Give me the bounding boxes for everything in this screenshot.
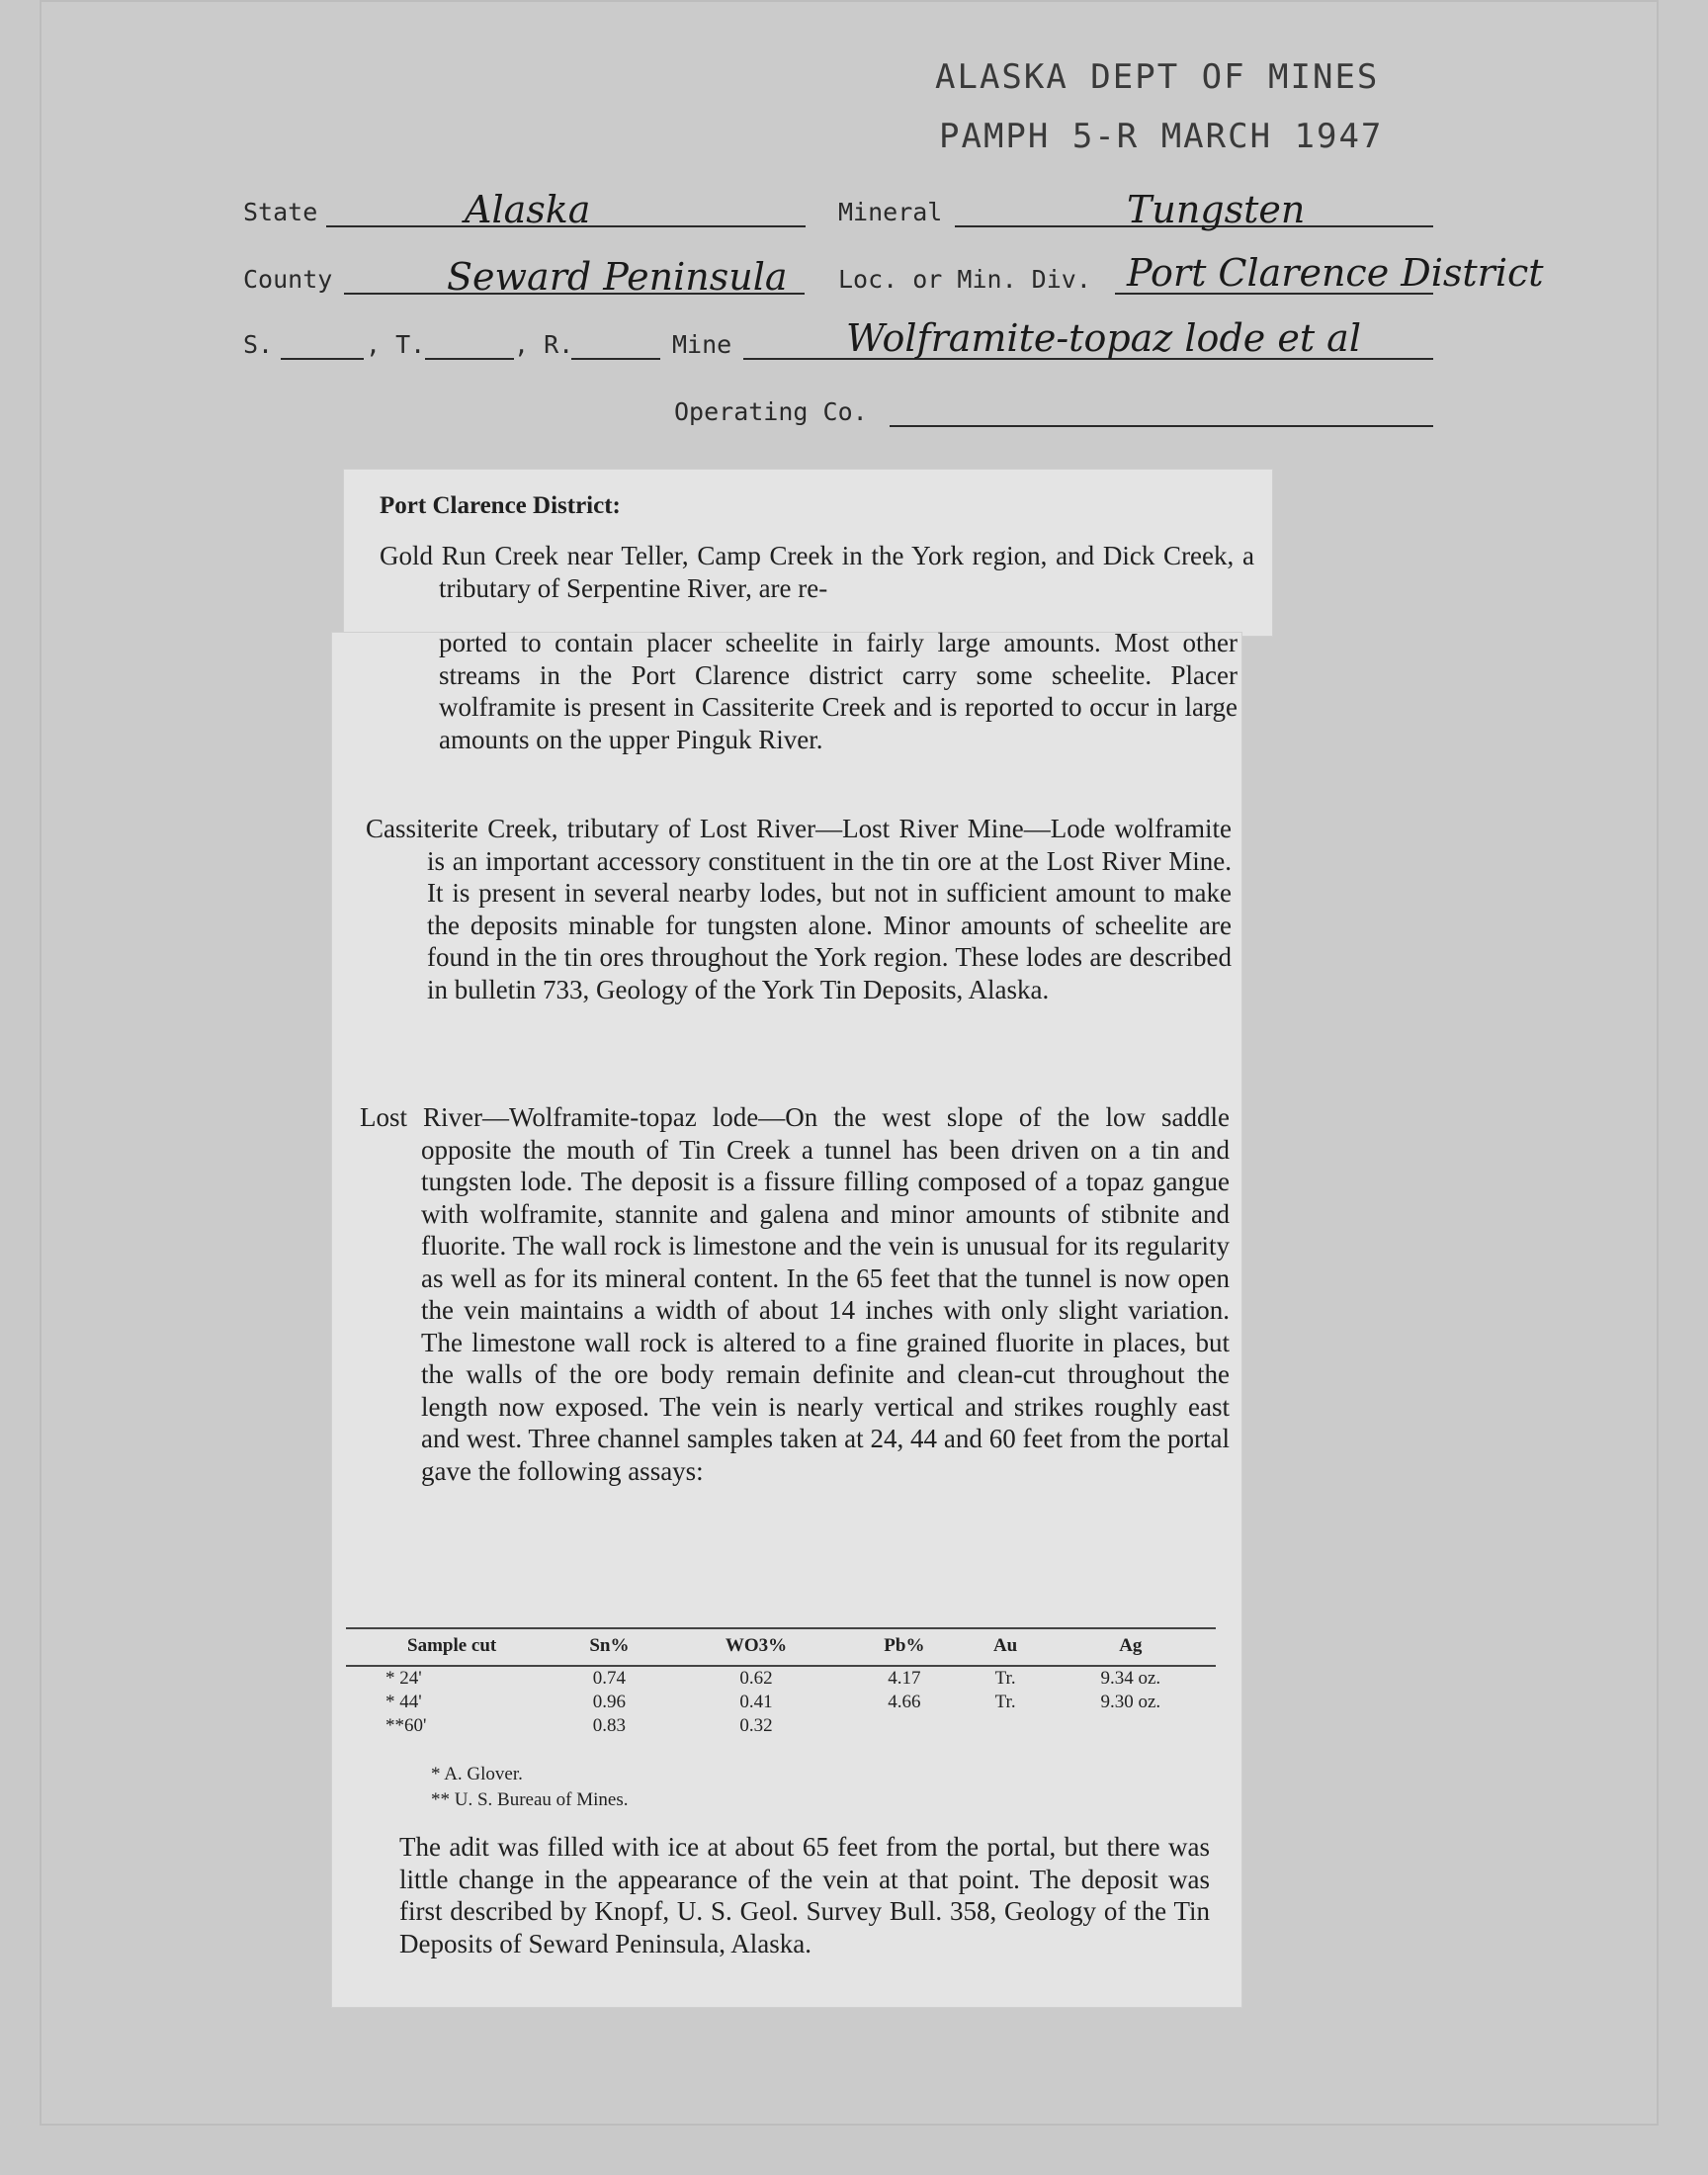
cell-wo3: 0.41 [739, 1692, 773, 1712]
clipping-heading: Port Clarence District: [380, 492, 621, 519]
r-line [571, 358, 660, 360]
operating-line [890, 425, 1433, 427]
paragraph-3 [360, 1101, 1230, 1487]
table-row [346, 1691, 1216, 1714]
header-pb: Pb% [843, 1628, 965, 1666]
assay-header-row [346, 1628, 1216, 1666]
cell-au: Tr. [994, 1668, 1016, 1689]
t-line [425, 358, 514, 360]
loc-value: Port Clarence District [1127, 251, 1544, 295]
cell-wo3: 0.62 [739, 1668, 773, 1689]
cell-cut: **60' [385, 1715, 427, 1736]
footnote-1: * A. Glover. [431, 1764, 523, 1784]
cell-au: Tr. [994, 1692, 1016, 1712]
assay-table [346, 1627, 1216, 1738]
paragraph-1b-text: ported to contain placer scheelite in fairly large amounts. Most other streams in the Port Clarence district carry some scheelite. Placer wolframite is present in Cassiterite Creek and is reported to occur in large amounts on the upper Pinguk River. [439, 628, 1238, 754]
cell-cut: * 44' [385, 1692, 422, 1712]
cell-cut: * 24' [385, 1668, 422, 1689]
paragraph-4-text: The adit was filled with ice at about 65 feet from the portal, but there was little change in the appearance of the vein at that point. The deposit was first described by Knopf, U. S. Geol. Survey Bull. 358, Geology of the Tin Deposits of Seward Peninsula, Alaska. [399, 1832, 1210, 1958]
cell-ag: 9.30 oz. [1100, 1692, 1161, 1712]
county-label: County [243, 265, 333, 294]
paragraph-2-text: Cassiterite Creek, tributary of Lost River—Lost River Mine—Lode wolframite is an important accessory constituent in the tin ore at the Lost River Mine. It is present in several nearby lodes, but not in sufficient amount to make the deposits minable for tungsten alone. Minor amounts of scheelite are found in the tin ores throughout the York region. These lodes are described in bulletin 733, Geology of the York Tin Deposits, Alaska. [366, 814, 1232, 1004]
header-sn: Sn% [550, 1628, 669, 1666]
mineral-value: Tungsten [1127, 188, 1306, 231]
cell-sn: 0.74 [592, 1668, 627, 1689]
s-line [281, 358, 364, 360]
header-ag: Ag [1046, 1628, 1216, 1666]
table-row [346, 1666, 1216, 1691]
header-line-1: ALASKA DEPT OF MINES [935, 57, 1380, 97]
cell-au [966, 1714, 1046, 1738]
state-label: State [243, 198, 318, 226]
paragraph-3-text: Lost River—Wolframite-topaz lode—On the west slope of the low saddle opposite the mouth of Tin Creek a tunnel has been driven on a tin and tungsten lode. The deposit is a fissure filling composed of a topaz gangue with wolframite, stannite and galena and minor amounts of stibnite and fluorite. The wall rock is limestone and the vein is unusual for its regularity as well as for its mineral content. In the 65 feet that the tunnel is now open the vein maintains a width of about 14 inches with only slight variation. The limestone wall rock is altered to a fine grained fluorite in places, but the walls of the ore body remain definite and clean-cut throughout the length now exposed. The vein is nearly vertical and strikes roughly east and west. Three channel samples taken at 24, 44 and 60 feet from the portal gave the following assays: [360, 1102, 1230, 1486]
cell-wo3: 0.32 [739, 1715, 773, 1736]
mineral-label: Mineral [838, 198, 943, 226]
cell-pb: 4.17 [888, 1668, 921, 1689]
r-label: , R. [514, 330, 574, 359]
mine-label: Mine [672, 330, 732, 359]
table-row [346, 1714, 1216, 1738]
cell-pb [843, 1714, 965, 1738]
paragraph-1b [439, 627, 1238, 755]
cell-sn: 0.83 [592, 1715, 627, 1736]
county-value: Seward Peninsula [447, 255, 788, 299]
footnote-2: ** U. S. Bureau of Mines. [431, 1789, 629, 1810]
operating-label: Operating Co. [674, 397, 868, 426]
paragraph-4 [399, 1831, 1210, 1959]
cell-ag: 9.34 oz. [1100, 1668, 1161, 1689]
loc-label: Loc. or Min. Div. [838, 265, 1091, 294]
header-au: Au [966, 1628, 1046, 1666]
paragraph-2 [366, 813, 1232, 1005]
header-sample-cut: Sample cut [346, 1628, 550, 1666]
cell-pb: 4.66 [888, 1692, 921, 1712]
header-line-2: PAMPH 5-R MARCH 1947 [939, 117, 1384, 156]
cell-ag [1046, 1714, 1216, 1738]
state-value: Alaska [465, 188, 591, 231]
paragraph-1a-text: Gold Run Creek near Teller, Camp Creek in the York region, and Dick Creek, a tributary of Serpentine River, are re- [380, 541, 1254, 603]
t-label: , T. [366, 330, 426, 359]
paragraph-1a [380, 540, 1254, 604]
mine-value: Wolframite-topaz lode et al [846, 316, 1361, 360]
header-wo3: WO3% [669, 1628, 843, 1666]
s-label: S. [243, 330, 274, 359]
cell-sn: 0.96 [592, 1692, 627, 1712]
